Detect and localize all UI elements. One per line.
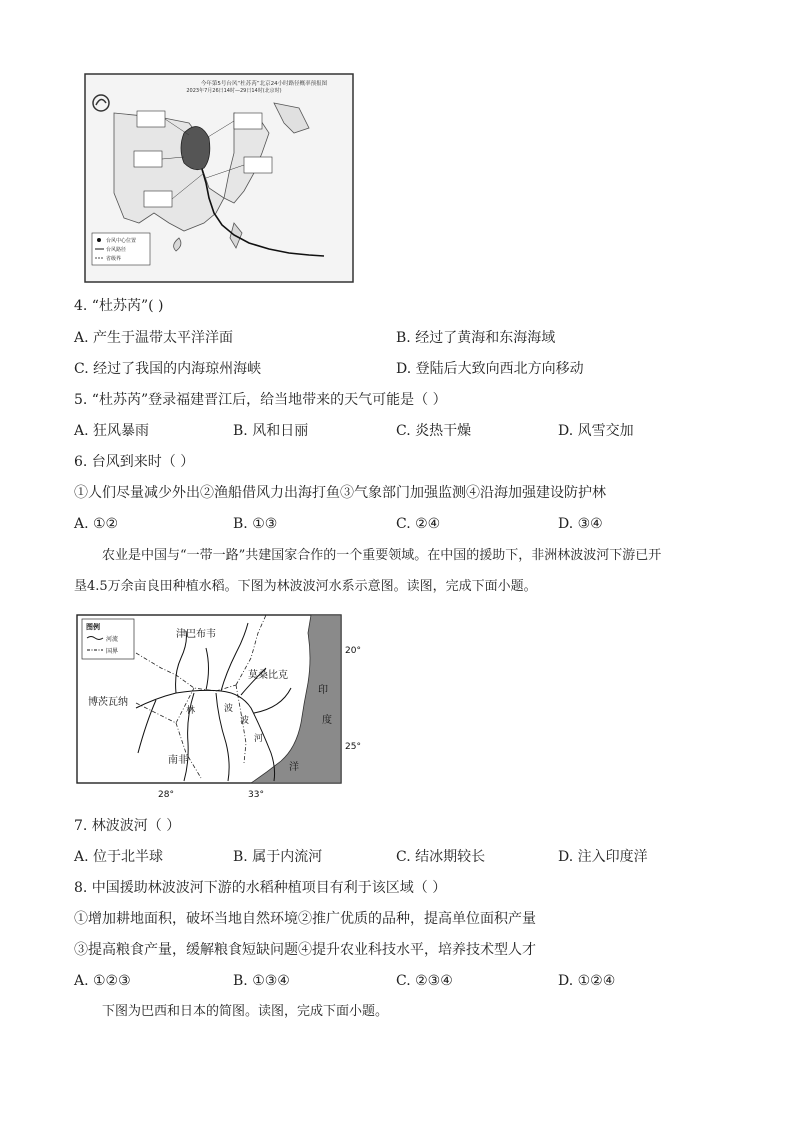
q4-option-a[interactable]: A. 产生于温带太平洋洋面 bbox=[74, 330, 234, 346]
country-mozambique: 莫桑比克 bbox=[248, 670, 288, 681]
forecast-probability-cone bbox=[181, 127, 210, 170]
ocean-char-2: 度 bbox=[322, 715, 332, 726]
q5-option-d[interactable]: D. 风雪交加 bbox=[558, 423, 634, 439]
typhoon-track-map bbox=[84, 73, 354, 283]
lat-label-20: 20° bbox=[345, 646, 361, 656]
map1-legend-center: 台风中心位置 bbox=[106, 238, 137, 244]
river-char-1: 林 bbox=[186, 706, 196, 716]
ocean-char-3: 洋 bbox=[289, 762, 299, 773]
passage2-line1: 下图为巴西和日本的简图。读图，完成下面小题。 bbox=[102, 1004, 389, 1019]
q5-option-c[interactable]: C. 炎热干燥 bbox=[396, 423, 472, 439]
q4-option-b[interactable]: B. 经过了黄海和东海海域 bbox=[396, 330, 556, 346]
q5-stem: 5. “杜苏芮”登录福建晋江后，给当地带来的天气可能是（ ） bbox=[74, 392, 447, 408]
q8-statement-2: ③提高粮食产量，缓解粮食短缺问题④提升农业科技水平，培养技术型人才 bbox=[74, 942, 536, 958]
lon-label-28: 28° bbox=[158, 790, 174, 800]
country-botswana: 博茨瓦纳 bbox=[88, 697, 128, 708]
country-south-africa: 南非 bbox=[168, 755, 188, 766]
q7-option-d[interactable]: D. 注入印度洋 bbox=[558, 849, 648, 865]
q5-option-b[interactable]: B. 风和日丽 bbox=[233, 423, 309, 439]
q5-option-a[interactable]: A. 狂风暴雨 bbox=[74, 423, 150, 439]
map1-legend-track: 台风路径 bbox=[106, 247, 127, 253]
q6-option-b[interactable]: B. ①③ bbox=[233, 516, 278, 532]
q8-stem: 8. 中国援助林波波河下游的水稻种植项目有利于该区域（ ） bbox=[74, 880, 447, 896]
lon-label-33: 33° bbox=[248, 790, 264, 800]
map2-legend-border: 国界 bbox=[106, 648, 119, 655]
q8-statement-1: ①增加耕地面积，破坏当地自然环境②推广优质的品种，提高单位面积产量 bbox=[74, 911, 536, 927]
q8-option-a[interactable]: A. ①②③ bbox=[74, 973, 131, 989]
q7-option-b[interactable]: B. 属于内流河 bbox=[233, 849, 323, 865]
river-char-3: 波 bbox=[240, 716, 250, 726]
country-zimbabwe: 津巴布韦 bbox=[176, 629, 216, 640]
q6-stem: 6. 台风到来时（ ） bbox=[74, 454, 195, 470]
q6-option-c[interactable]: C. ②④ bbox=[396, 516, 441, 532]
q8-option-b[interactable]: B. ①③④ bbox=[233, 973, 290, 989]
q8-option-d[interactable]: D. ①②④ bbox=[558, 973, 616, 989]
q6-statement: ①人们尽量减少外出②渔船借风力出海打鱼③气象部门加强监测④沿海加强建设防护林 bbox=[74, 485, 606, 501]
river-char-4: 河 bbox=[254, 734, 264, 744]
river-char-2: 波 bbox=[224, 704, 234, 714]
q4-option-c[interactable]: C. 经过了我国的内海琼州海峡 bbox=[74, 361, 262, 377]
map2-legend-river: 河流 bbox=[106, 636, 119, 643]
limpopo-river-map bbox=[76, 613, 386, 803]
q6-option-a[interactable]: A. ①② bbox=[74, 516, 119, 532]
map1-title-line1: 今年第5号台风“杜苏芮”北京24小时路径概率预报图 bbox=[200, 81, 328, 87]
map1-legend-border: 省级界 bbox=[106, 256, 122, 262]
passage1-line1: 农业是中国与“一带一路”共建国家合作的一个重要领域。在中国的援助下，非洲林波波河下游已开 bbox=[102, 548, 662, 563]
map2-legend-title: 图例 bbox=[86, 623, 100, 631]
q8-option-c[interactable]: C. ②③④ bbox=[396, 973, 453, 989]
q4-option-d[interactable]: D. 登陆后大致向西北方向移动 bbox=[396, 361, 584, 377]
map1-title-line2: 2023年7月26日14时—29日14时(北京时) bbox=[186, 88, 282, 94]
q6-option-d[interactable]: D. ③④ bbox=[558, 516, 603, 532]
ocean-char-1: 印 bbox=[318, 685, 328, 696]
lat-label-25: 25° bbox=[345, 742, 361, 752]
q7-stem: 7. 林波波河（ ） bbox=[74, 818, 181, 834]
q4-stem: 4. “杜苏芮”( ) bbox=[74, 298, 164, 314]
q7-option-c[interactable]: C. 结冰期较长 bbox=[396, 849, 486, 865]
passage1-line2: 垦4.5万余亩良田种植水稻。下图为林波波河水系示意图。读图，完成下面小题。 bbox=[74, 579, 537, 594]
q7-option-a[interactable]: A. 位于北半球 bbox=[74, 849, 164, 865]
